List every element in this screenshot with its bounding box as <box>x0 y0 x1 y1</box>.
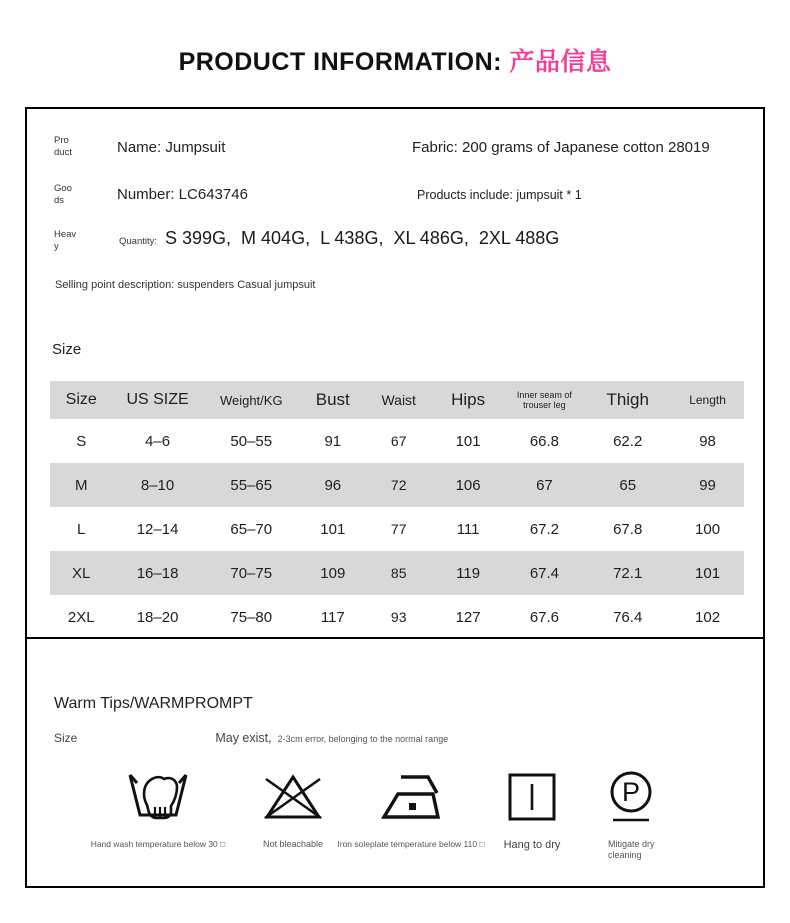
table-cell: 67.2 <box>529 520 560 538</box>
table-cell: 72 <box>366 463 432 507</box>
table-cell: XL <box>50 551 112 595</box>
column-header-us-size: US SIZE <box>112 381 202 419</box>
goods-number: Number: LC643746 <box>117 186 248 203</box>
table-cell: 75–80 <box>230 608 273 626</box>
table-cell: 101 <box>671 551 744 595</box>
table-cell: 18–20 <box>136 608 179 626</box>
table-cell: 4–6 <box>145 432 171 450</box>
column-header-size: Size <box>50 381 112 419</box>
care-item-hand-wash <box>68 765 248 850</box>
table-cell: 76.4 <box>613 608 643 626</box>
table-cell: 67 <box>390 433 407 449</box>
table-cell: 67.6 <box>529 608 560 626</box>
care-label: Mitigate dry cleaning <box>608 839 655 861</box>
table-cell: 96 <box>300 463 366 507</box>
quantity-label: Quantity: <box>119 236 158 247</box>
table-cell: 109 <box>300 551 366 595</box>
hand-wash-icon <box>128 769 188 825</box>
quantity-weights: S 399G, M 404G, L 438G, XL 486G, 2XL 488G <box>165 228 560 248</box>
page-title <box>0 42 790 78</box>
table-cell: 101 <box>320 520 346 538</box>
column-header-bust: Bust <box>300 381 366 419</box>
size-tolerance-note <box>54 731 614 745</box>
warm-tips-heading: Warm Tips/WARMPROMPT <box>54 695 253 712</box>
table-cell: 117 <box>320 608 345 626</box>
selling-point: Selling point description: suspenders Casual jumpsuit <box>55 279 316 291</box>
tips-error-note: 2-3cm error, belonging to the normal range <box>277 734 449 744</box>
table-cell: 72.1 <box>584 551 671 595</box>
table-cell: 101 <box>455 432 481 450</box>
tips-may-exist: May exist, <box>215 731 272 745</box>
care-label: Iron soleplate temperature below 110 □ <box>337 839 485 849</box>
table-cell: 50–55 <box>230 432 273 450</box>
table-cell: 55–65 <box>203 463 300 507</box>
no-bleach-icon <box>262 772 324 822</box>
page-title-en: PRODUCT INFORMATION: <box>178 48 510 76</box>
table-cell: 65–70 <box>230 520 273 538</box>
table-cell: 106 <box>432 463 505 507</box>
care-item-dry-clean <box>591 765 671 862</box>
table-row-m <box>50 463 744 507</box>
iron-icon <box>381 772 441 822</box>
table-cell: L <box>77 520 86 538</box>
table-cell: 62.2 <box>613 432 643 450</box>
hang-dry-icon <box>508 773 556 821</box>
table-row-s <box>50 419 744 463</box>
table-cell: 67.8 <box>613 520 643 538</box>
table-cell: 65 <box>584 463 671 507</box>
table-cell: 16–18 <box>112 551 202 595</box>
column-header-thigh: Thigh <box>584 381 671 419</box>
column-header-waist: Waist <box>366 381 432 419</box>
page-title-zh: 产品信息 <box>509 48 612 76</box>
goods-row-label: Goo ds <box>54 183 72 206</box>
heavy-row-label: Heav y <box>54 229 77 252</box>
table-cell: 70–75 <box>203 551 300 595</box>
table-cell: 67.4 <box>505 551 585 595</box>
table-cell: 77 <box>390 521 407 537</box>
column-header-hips: Hips <box>432 381 505 419</box>
product-row-label: Pro duct <box>54 135 72 158</box>
column-header-inner-seam: Inner seam of trouser leg <box>505 381 585 419</box>
size-table-header-row <box>50 381 744 419</box>
care-label: Not bleachable <box>262 839 324 849</box>
table-cell: M <box>50 463 112 507</box>
product-name: Name: Jumpsuit <box>117 139 226 156</box>
size-section-heading: Size <box>52 341 82 358</box>
table-cell: 98 <box>699 432 716 450</box>
table-cell: 8–10 <box>112 463 202 507</box>
section-divider <box>27 637 763 639</box>
table-cell: 111 <box>456 520 480 538</box>
table-cell: 102 <box>695 608 721 626</box>
table-cell: 91 <box>324 432 342 450</box>
table-cell: 67 <box>505 463 585 507</box>
table-cell: 2XL <box>67 608 95 626</box>
table-cell: 66.8 <box>529 432 560 450</box>
table-cell: 12–14 <box>136 520 179 538</box>
dry-clean-p-glyph: P <box>621 777 641 807</box>
tips-size-label: Size <box>54 731 78 745</box>
table-row-l <box>50 507 744 551</box>
dry-clean-p-icon <box>607 770 655 824</box>
table-cell: S <box>76 432 87 450</box>
column-header-length: Length <box>671 381 744 419</box>
product-fabric: Fabric: 200 grams of Japanese cotton 28019 <box>412 139 710 156</box>
table-row-xl <box>50 551 744 595</box>
product-info-panel <box>25 107 765 888</box>
table-cell: 119 <box>432 551 505 595</box>
care-label: Hand wash temperature below 30 □ <box>90 839 226 849</box>
table-cell: 93 <box>390 609 407 625</box>
table-cell: 127 <box>455 608 481 626</box>
table-cell: 85 <box>366 551 432 595</box>
products-include: Products include: jumpsuit * 1 <box>417 188 582 202</box>
column-header-weight: Weight/KG <box>203 381 300 419</box>
size-table <box>50 381 744 639</box>
care-label: Hang to dry <box>503 839 561 851</box>
table-cell: 99 <box>671 463 744 507</box>
table-row-2xl <box>50 595 744 639</box>
table-cell: 100 <box>695 520 721 538</box>
care-item-hang-dry <box>472 765 592 853</box>
